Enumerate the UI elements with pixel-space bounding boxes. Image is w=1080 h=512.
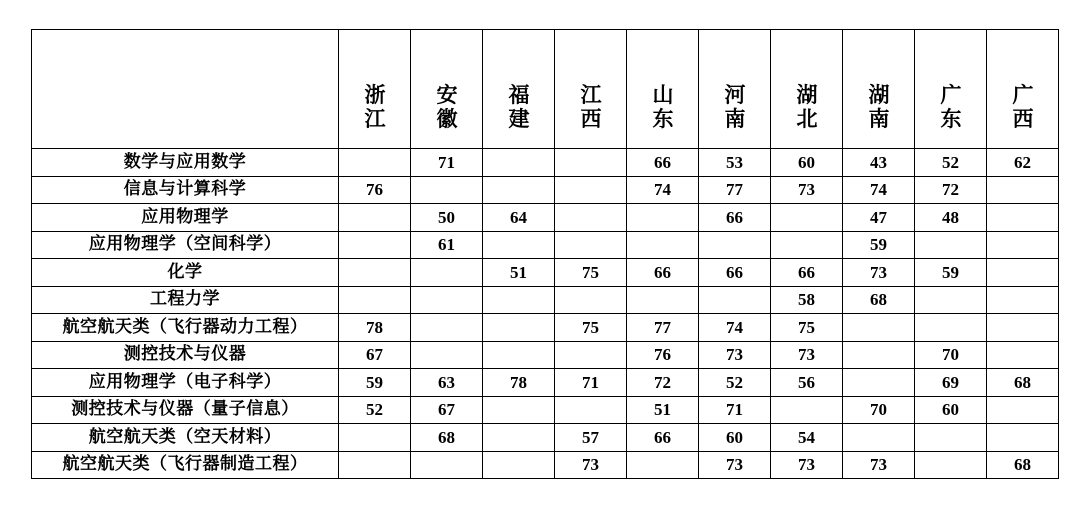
- score-cell: 67: [339, 341, 411, 369]
- score-cell: [483, 396, 555, 424]
- score-cell: [627, 231, 699, 259]
- province-label: 湖南: [868, 82, 890, 131]
- score-cell: 52: [699, 369, 771, 397]
- major-name-cell: 信息与计算科学: [32, 176, 339, 204]
- score-cell: 68: [987, 369, 1059, 397]
- score-cell: 75: [555, 259, 627, 287]
- score-cell: 73: [699, 451, 771, 479]
- score-cell: 57: [555, 424, 627, 452]
- score-cell: 71: [699, 396, 771, 424]
- score-cell: [339, 149, 411, 177]
- score-cell: [915, 286, 987, 314]
- score-cell: 73: [555, 451, 627, 479]
- province-label: 广东: [940, 82, 962, 131]
- score-cell: 43: [843, 149, 915, 177]
- score-cell: [555, 286, 627, 314]
- score-cell: [987, 231, 1059, 259]
- score-cell: 68: [411, 424, 483, 452]
- score-cell: 73: [843, 451, 915, 479]
- score-cell: 64: [483, 204, 555, 232]
- score-cell: 60: [771, 149, 843, 177]
- province-label: 山东: [652, 82, 674, 131]
- score-cell: [483, 451, 555, 479]
- score-cell: 51: [483, 259, 555, 287]
- score-cell: 68: [987, 451, 1059, 479]
- table-row: [32, 314, 1059, 342]
- major-name-cell: 航空航天类（空天材料）: [32, 424, 339, 452]
- score-cell: 66: [771, 259, 843, 287]
- province-label: 湖北: [796, 82, 818, 131]
- score-cell: 68: [843, 286, 915, 314]
- province-header: [987, 30, 1059, 149]
- score-cell: [771, 396, 843, 424]
- score-cell: 77: [699, 176, 771, 204]
- score-cell: 69: [915, 369, 987, 397]
- score-cell: 51: [627, 396, 699, 424]
- score-cell: 76: [627, 341, 699, 369]
- score-cell: 70: [843, 396, 915, 424]
- score-cell: [843, 424, 915, 452]
- score-cell: 67: [411, 396, 483, 424]
- score-cell: 66: [627, 259, 699, 287]
- score-cell: [627, 286, 699, 314]
- major-name-cell: 测控技术与仪器（量子信息）: [32, 396, 339, 424]
- score-cell: 52: [915, 149, 987, 177]
- score-cell: 72: [627, 369, 699, 397]
- score-cell: 77: [627, 314, 699, 342]
- score-cell: 78: [339, 314, 411, 342]
- score-cell: [987, 286, 1059, 314]
- score-cell: [555, 176, 627, 204]
- score-cell: 75: [771, 314, 843, 342]
- score-cell: [483, 286, 555, 314]
- score-cell: [411, 341, 483, 369]
- score-table: [31, 29, 1059, 479]
- score-cell: [411, 259, 483, 287]
- province-header: [483, 30, 555, 149]
- score-cell: [483, 424, 555, 452]
- score-cell: 73: [771, 341, 843, 369]
- table-row: [32, 176, 1059, 204]
- score-cell: [843, 369, 915, 397]
- major-name-cell: 应用物理学（空间科学）: [32, 231, 339, 259]
- score-cell: 58: [771, 286, 843, 314]
- score-cell: 73: [843, 259, 915, 287]
- score-cell: 59: [843, 231, 915, 259]
- score-cell: 62: [987, 149, 1059, 177]
- score-cell: [483, 149, 555, 177]
- table-row: [32, 369, 1059, 397]
- province-label: 江西: [580, 82, 602, 131]
- score-cell: [987, 314, 1059, 342]
- score-cell: [627, 451, 699, 479]
- table-body: [32, 149, 1059, 479]
- score-cell: [339, 204, 411, 232]
- major-name-cell: 工程力学: [32, 286, 339, 314]
- score-cell: [915, 451, 987, 479]
- province-label: 河南: [724, 82, 746, 131]
- score-cell: [411, 286, 483, 314]
- score-cell: [411, 451, 483, 479]
- table-row: [32, 231, 1059, 259]
- province-label: 福建: [508, 82, 530, 131]
- table-header: [32, 30, 1059, 149]
- score-cell: 59: [915, 259, 987, 287]
- header-row: [32, 30, 1059, 149]
- score-cell: 71: [555, 369, 627, 397]
- province-header: [699, 30, 771, 149]
- table-row: [32, 149, 1059, 177]
- score-cell: [339, 451, 411, 479]
- province-label: 安徽: [436, 82, 458, 131]
- province-header: [627, 30, 699, 149]
- score-cell: [987, 396, 1059, 424]
- score-cell: [411, 314, 483, 342]
- score-cell: 76: [339, 176, 411, 204]
- score-cell: 53: [699, 149, 771, 177]
- score-cell: 66: [699, 204, 771, 232]
- score-cell: [843, 341, 915, 369]
- score-cell: [699, 231, 771, 259]
- score-cell: 50: [411, 204, 483, 232]
- score-cell: [987, 176, 1059, 204]
- score-cell: 54: [771, 424, 843, 452]
- score-cell: 73: [771, 176, 843, 204]
- score-cell: [987, 259, 1059, 287]
- score-cell: [915, 424, 987, 452]
- table-row: [32, 424, 1059, 452]
- score-cell: 60: [699, 424, 771, 452]
- score-cell: [915, 314, 987, 342]
- score-cell: [555, 396, 627, 424]
- score-cell: [555, 231, 627, 259]
- major-name-cell: 应用物理学: [32, 204, 339, 232]
- score-cell: 72: [915, 176, 987, 204]
- score-cell: [483, 341, 555, 369]
- score-cell: [627, 204, 699, 232]
- score-cell: [483, 231, 555, 259]
- province-header: [339, 30, 411, 149]
- major-name-cell: 航空航天类（飞行器制造工程）: [32, 451, 339, 479]
- score-cell: [771, 231, 843, 259]
- province-header: [771, 30, 843, 149]
- score-cell: 73: [699, 341, 771, 369]
- table-row: [32, 396, 1059, 424]
- score-cell: 56: [771, 369, 843, 397]
- score-cell: [915, 231, 987, 259]
- score-cell: 48: [915, 204, 987, 232]
- major-name-cell: 测控技术与仪器: [32, 341, 339, 369]
- score-cell: 63: [411, 369, 483, 397]
- score-cell: [555, 149, 627, 177]
- major-name-cell: 化学: [32, 259, 339, 287]
- score-cell: 66: [627, 424, 699, 452]
- major-name-cell: 应用物理学（电子科学）: [32, 369, 339, 397]
- score-cell: [987, 204, 1059, 232]
- score-cell: [483, 176, 555, 204]
- score-cell: 74: [699, 314, 771, 342]
- province-header: [411, 30, 483, 149]
- score-cell: 47: [843, 204, 915, 232]
- score-cell: [339, 259, 411, 287]
- score-cell: [555, 341, 627, 369]
- score-cell: [411, 176, 483, 204]
- score-cell: 71: [411, 149, 483, 177]
- score-cell: 59: [339, 369, 411, 397]
- province-header: [555, 30, 627, 149]
- score-cell: [555, 204, 627, 232]
- score-cell: 74: [627, 176, 699, 204]
- score-cell: [339, 286, 411, 314]
- score-cell: 73: [771, 451, 843, 479]
- score-cell: [339, 424, 411, 452]
- table-row: [32, 259, 1059, 287]
- province-label: 广西: [1012, 82, 1034, 131]
- score-cell: [339, 231, 411, 259]
- table-row: [32, 286, 1059, 314]
- score-cell: 78: [483, 369, 555, 397]
- score-cell: 74: [843, 176, 915, 204]
- score-cell: 61: [411, 231, 483, 259]
- score-cell: [843, 314, 915, 342]
- score-cell: 70: [915, 341, 987, 369]
- score-cell: 52: [339, 396, 411, 424]
- score-cell: 66: [699, 259, 771, 287]
- major-name-cell: 数学与应用数学: [32, 149, 339, 177]
- corner-cell: [32, 30, 339, 149]
- table-row: [32, 204, 1059, 232]
- province-header: [843, 30, 915, 149]
- major-name-cell: 航空航天类（飞行器动力工程）: [32, 314, 339, 342]
- table-row: [32, 341, 1059, 369]
- score-cell: [483, 314, 555, 342]
- score-cell: [771, 204, 843, 232]
- province-label: 浙江: [364, 82, 386, 131]
- score-cell: 66: [627, 149, 699, 177]
- table-row: [32, 451, 1059, 479]
- province-header: [915, 30, 987, 149]
- score-cell: [699, 286, 771, 314]
- score-cell: [987, 424, 1059, 452]
- score-cell: [987, 341, 1059, 369]
- score-cell: 75: [555, 314, 627, 342]
- score-cell: 60: [915, 396, 987, 424]
